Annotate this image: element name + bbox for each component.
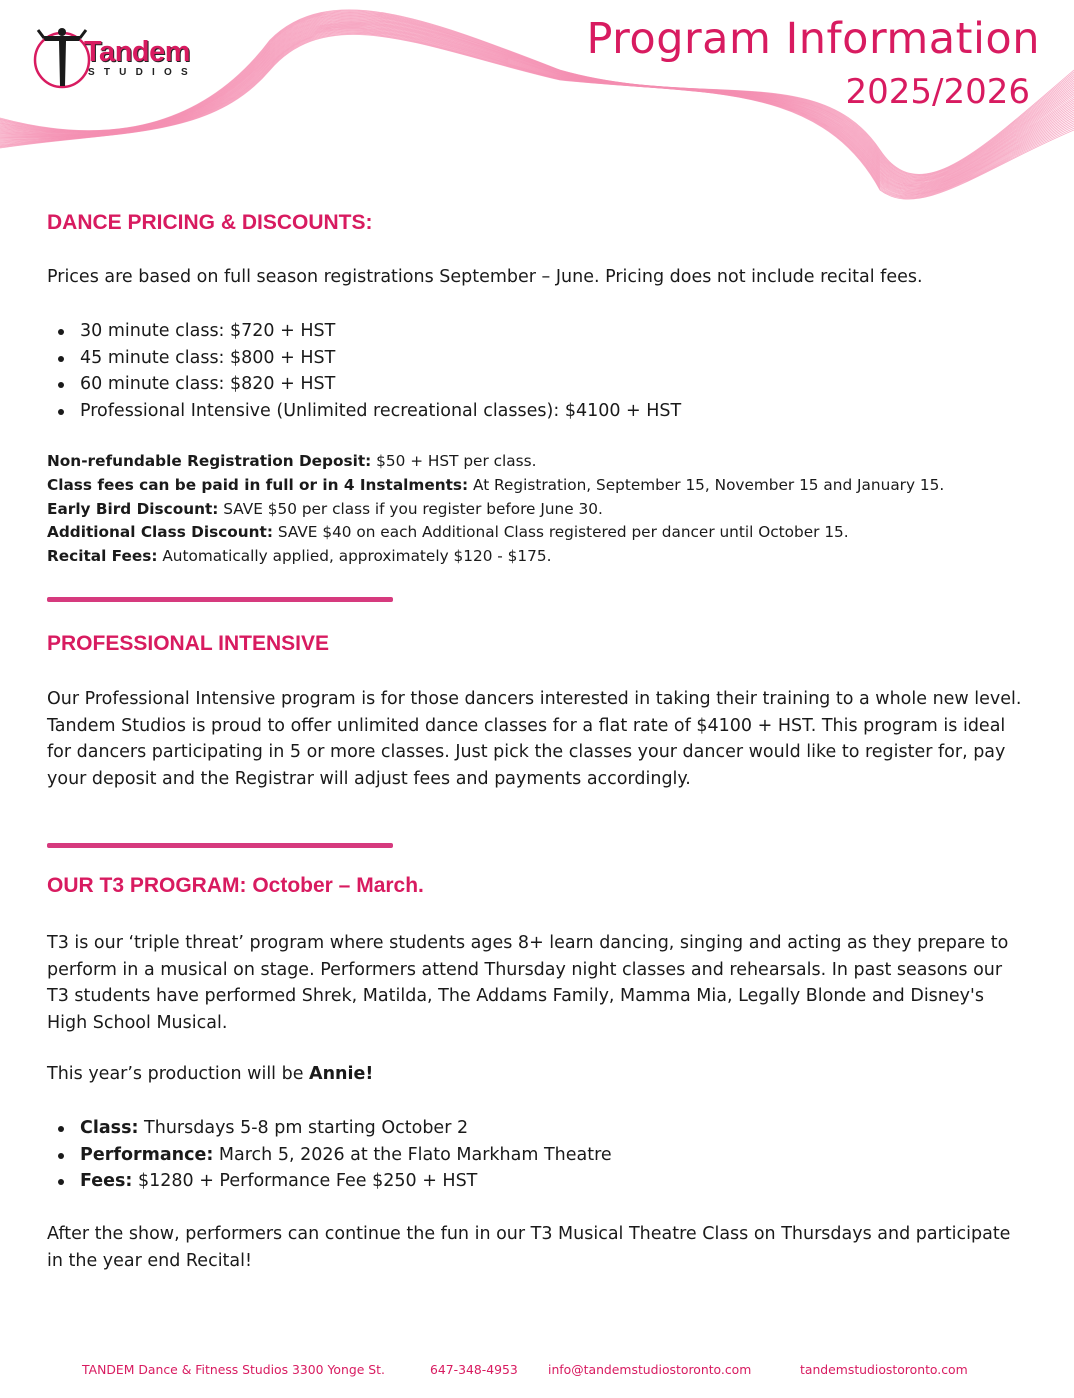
t3-item-label: Performance: — [80, 1144, 214, 1165]
price-list — [47, 318, 681, 424]
section-heading-pricing: DANCE PRICING & DISCOUNTS: — [47, 211, 373, 234]
detail-label: Early Bird Discount: — [47, 499, 219, 518]
detail-label: Recital Fees: — [47, 547, 158, 566]
t3-item-text: Thursdays 5-8 pm starting October 2 — [138, 1118, 469, 1138]
pricing-intro: Prices are based on full season registrations September – June. Pricing does not include recital fees. — [47, 267, 923, 287]
price-item: 30 minute class: $720 + HST — [47, 318, 681, 345]
t3-details-list — [47, 1115, 612, 1195]
price-item: Professional Intensive (Unlimited recreational classes): $4100 + HST — [47, 398, 681, 425]
footer-website[interactable]: tandemstudiostoronto.com — [800, 1362, 968, 1377]
detail-text: SAVE $50 per class if you register before June 30. — [218, 499, 603, 518]
logo-wordmark: Tandem — [84, 36, 191, 68]
footer-email[interactable]: info@tandemstudiostoronto.com — [548, 1362, 752, 1377]
pricing-details — [47, 450, 944, 569]
dancer-logo-icon — [32, 26, 92, 92]
detail-row — [47, 474, 944, 498]
t3-item — [47, 1115, 612, 1142]
t3-production — [47, 1061, 1027, 1088]
footer-phone[interactable]: 647-348-4953 — [430, 1362, 518, 1377]
detail-row — [47, 545, 944, 569]
section-divider — [47, 843, 393, 848]
detail-row — [47, 521, 944, 545]
logo-subtitle: STUDIOS — [88, 67, 197, 78]
t3-item — [47, 1142, 612, 1169]
tandem-logo — [32, 26, 232, 92]
detail-label: Class fees can be paid in full or in 4 Instalments: — [47, 475, 469, 494]
section-heading-t3: OUR T3 PROGRAM: October – March. — [47, 874, 424, 897]
price-item: 60 minute class: $820 + HST — [47, 371, 681, 398]
price-item: 45 minute class: $800 + HST — [47, 345, 681, 372]
detail-row — [47, 450, 944, 474]
t3-item-text: $1280 + Performance Fee $250 + HST — [132, 1171, 478, 1191]
detail-text: Automatically applied, approximately $120 - $175. — [157, 547, 552, 566]
production-name: Annie! — [309, 1064, 374, 1084]
detail-text: At Registration, September 15, November 15 and January 15. — [468, 475, 945, 494]
t3-item-label: Class: — [80, 1118, 139, 1138]
t3-item-label: Fees: — [80, 1171, 133, 1191]
t3-closing: After the show, performers can continue the fun in our T3 Musical Theatre Class on Thursdays and participate in the year end Recital! — [47, 1224, 1011, 1271]
detail-row — [47, 498, 944, 522]
section-divider — [47, 597, 393, 602]
detail-text: SAVE $40 on each Additional Class registered per dancer until October 15. — [273, 523, 849, 542]
detail-label: Non-refundable Registration Deposit: — [47, 452, 372, 470]
intensive-body: Our Professional Intensive program is for those dancers interested in taking their training to a whole new level. Tandem Studios is proud to offer unlimited dance classes for a flat rate of $4100 + HST. This program is ideal for dancers participating in 5 or more classes. Just pick the classes your dancer would like to register for, pay your deposit and the Registrar will adjust fees and payments accordingly. — [47, 689, 1022, 789]
production-prefix: This year’s production will be — [47, 1064, 310, 1084]
t3-item — [47, 1168, 612, 1195]
page-title: Program Information — [586, 14, 1040, 64]
section-heading-intensive: PROFESSIONAL INTENSIVE — [47, 632, 329, 655]
t3-body: T3 is our ‘triple threat’ program where students ages 8+ learn dancing, singing and acting as they prepare to perform in a musical on stage. Performers attend Thursday night classes and rehearsals. In past seasons our T3 students have performed Shrek, Matilda, The Addams Family, Mamma Mia, Legally Blonde and Disney's High School Musical. — [47, 933, 1009, 1033]
detail-label: Additional Class Discount: — [47, 523, 273, 542]
detail-text: $50 + HST per class. — [371, 452, 537, 470]
footer-address: TANDEM Dance & Fitness Studios 3300 Yonge St. — [82, 1362, 385, 1377]
t3-item-text: March 5, 2026 at the Flato Markham Theatre — [213, 1144, 612, 1165]
page-year: 2025/2026 — [845, 72, 1030, 112]
